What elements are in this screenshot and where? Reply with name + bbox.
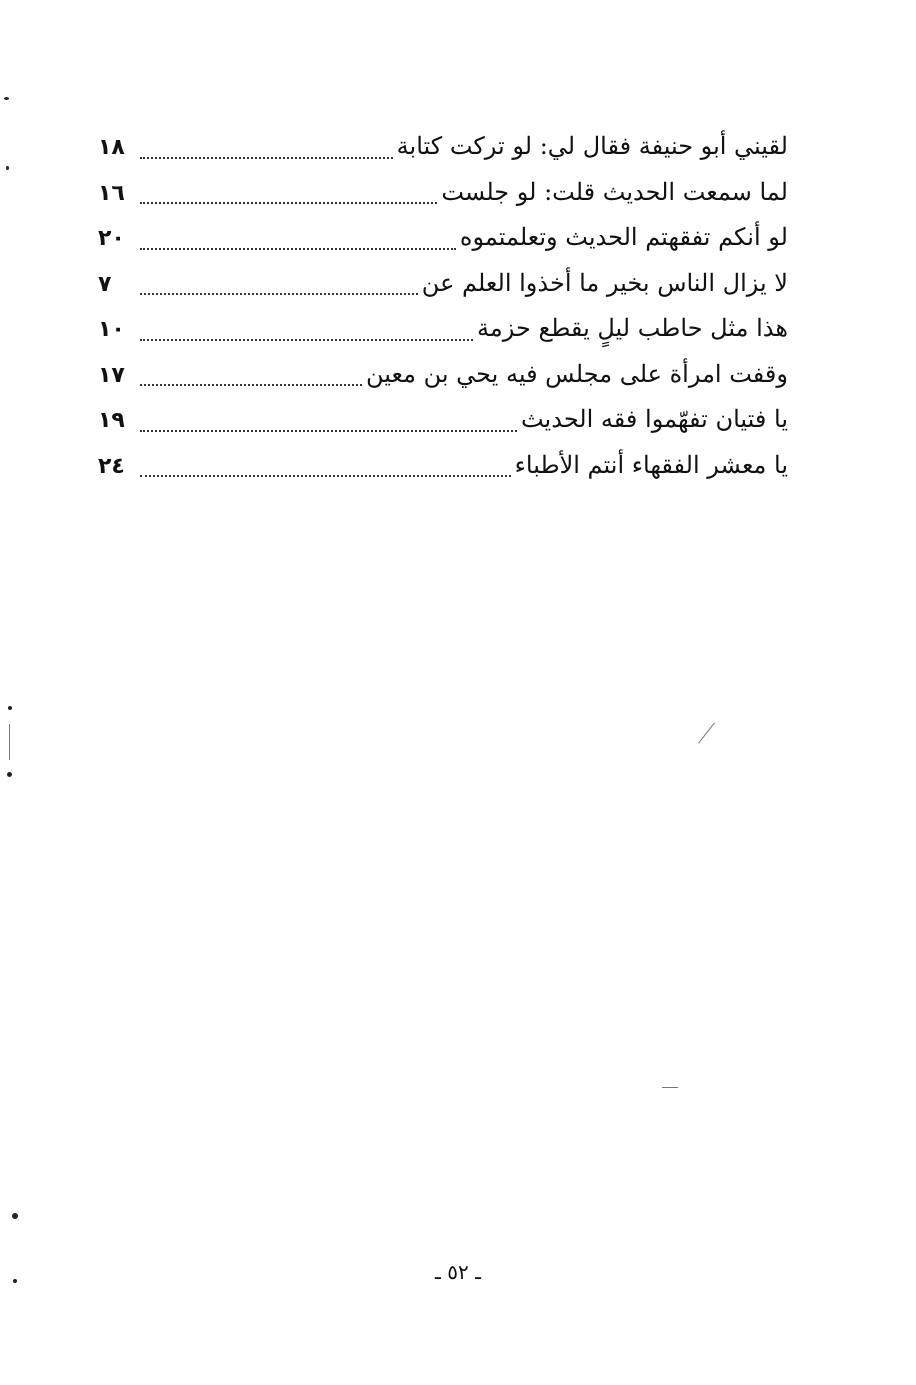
page-number: ـ ٥٢ ـ [435, 1260, 481, 1284]
entry-page-number: ١٩ [98, 408, 125, 433]
scan-speck [12, 1213, 18, 1219]
index-entry [98, 219, 788, 265]
entry-page-number: ٢٠ [98, 226, 125, 251]
index-entry [98, 265, 788, 311]
scan-speck [7, 772, 12, 777]
dot-leader [140, 339, 473, 341]
index-list [98, 128, 788, 492]
index-entry [98, 447, 788, 493]
dot-leader [140, 293, 418, 295]
index-entry [98, 310, 788, 356]
index-entry [98, 174, 788, 220]
scan-speck [13, 1279, 17, 1283]
entry-title: هذا مثل حاطب ليلٍ يقطع حزمة [477, 314, 788, 342]
scan-speck [6, 166, 9, 170]
dot-leader [140, 157, 393, 159]
scan-speck [662, 1087, 678, 1088]
entry-title: يا معشر الفقهاء أنتم الأطباء [514, 450, 788, 479]
scan-speck [4, 97, 9, 100]
entry-title: لا يزال الناس بخير ما أخذوا العلم عن [421, 268, 788, 297]
entry-page-number: ٧ [98, 271, 112, 297]
entry-title: لو أنكم تفقهتم الحديث وتعلمتموه [459, 223, 788, 251]
entry-title: لما سمعت الحديث قلت: لو جلست [441, 177, 788, 206]
index-entry [98, 356, 788, 402]
dot-leader [140, 384, 362, 386]
entry-page-number: ١٠ [98, 317, 125, 342]
entry-page-number: ٢٤ [98, 453, 125, 479]
dot-leader [140, 248, 456, 250]
entry-title: لقيني أبو حنيفة فقال لي: لو تركت كتابة [396, 132, 788, 160]
index-entry [98, 401, 788, 447]
entry-title: يا فتيان تفهّموا فقه الحديث [520, 405, 788, 433]
scan-speck [8, 706, 12, 710]
scan-speck [9, 724, 10, 760]
entry-title: وقفت امرأة على مجلس فيه يحي بن معين [366, 359, 788, 388]
dot-leader [140, 430, 517, 432]
scan-speck [698, 722, 715, 743]
entry-page-number: ١٦ [98, 180, 125, 206]
dot-leader [140, 202, 437, 204]
index-entry [98, 128, 788, 174]
entry-page-number: ١٧ [98, 362, 125, 388]
dot-leader [140, 475, 511, 477]
entry-page-number: ١٨ [98, 135, 125, 160]
